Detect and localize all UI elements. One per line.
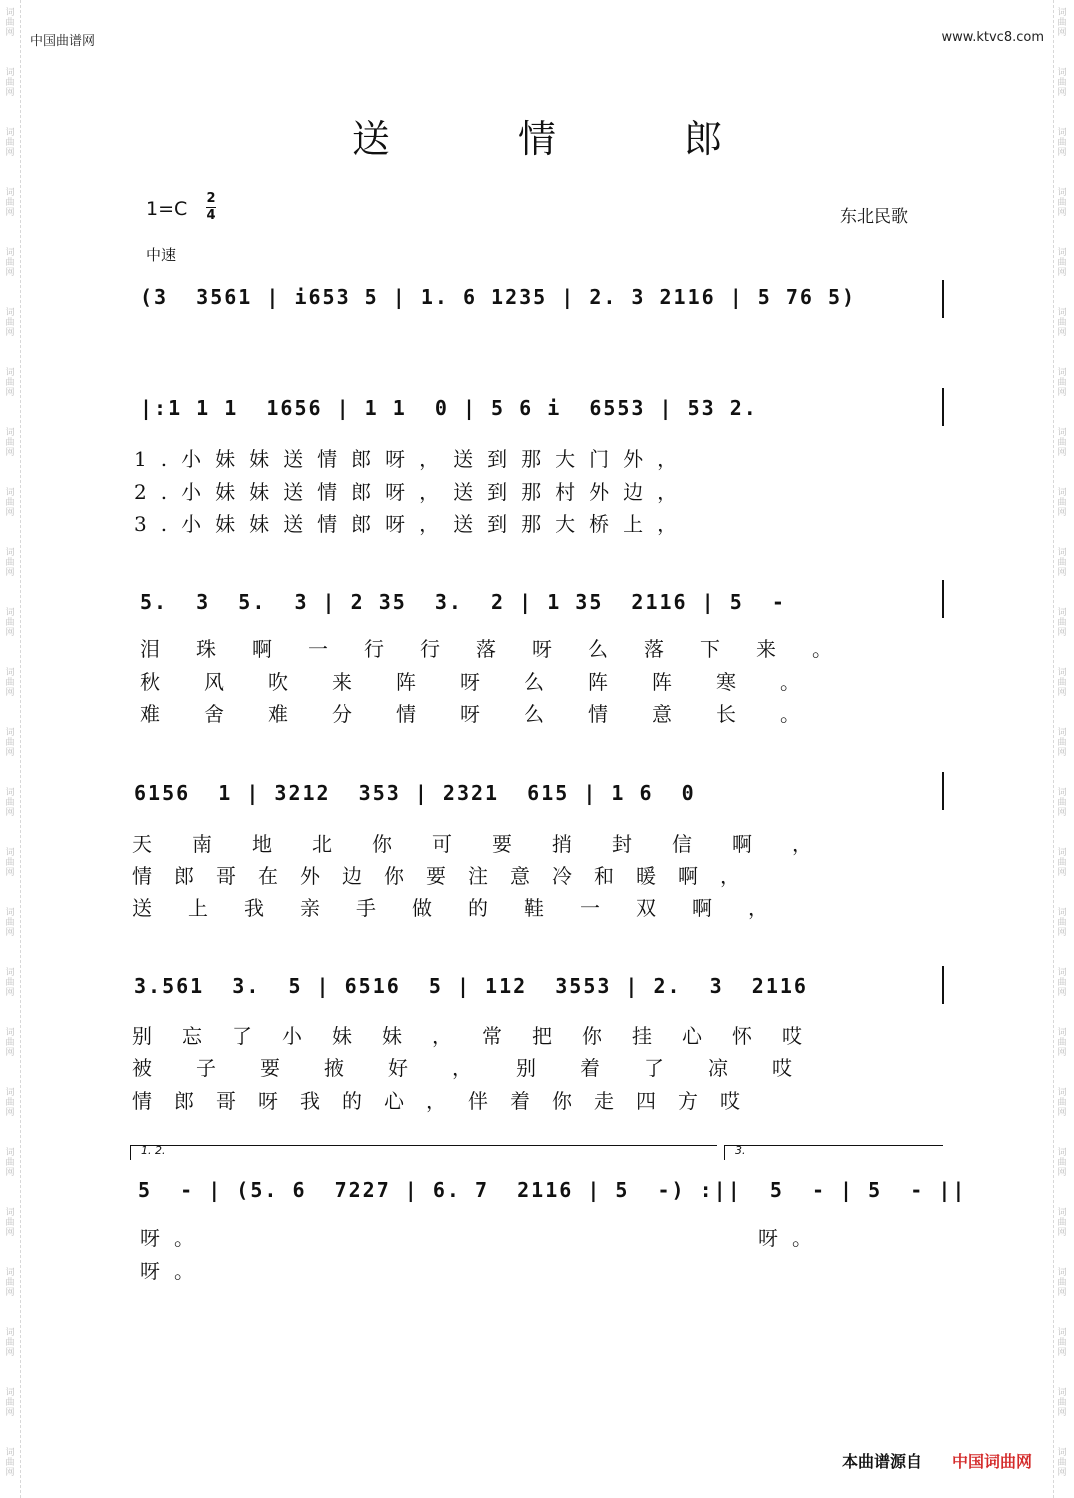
- watermark-text: 词 曲 网: [5, 848, 15, 878]
- watermark-text: 词 曲 网: [5, 1448, 15, 1478]
- lyric-v2-l2: 秋风吹来阵呀么阵阵寒。: [140, 670, 844, 694]
- time-signature-numerator: 2: [206, 191, 216, 206]
- watermark-text: 词 曲 网: [5, 1148, 15, 1178]
- watermark-text: 词 曲 网: [5, 128, 15, 158]
- score-line-5: 3.561 3. 5 | 6516 5 | 112 3553 | 2. 3 2116: [134, 974, 808, 998]
- watermark-text: 词 曲 网: [1057, 608, 1067, 638]
- watermark-text: 词 曲 网: [1057, 668, 1067, 698]
- watermark-text: 词 曲 网: [5, 308, 15, 338]
- score-line-4: 6156 1 | 3212 353 | 2321 615 | 1 6 0: [134, 781, 696, 805]
- watermark-text: 词 曲 网: [5, 728, 15, 758]
- barline: [942, 388, 944, 426]
- watermark-text: 词 曲 网: [1057, 728, 1067, 758]
- watermark-text: 词 曲 网: [5, 368, 15, 398]
- watermark-text: 词 曲 网: [5, 1328, 15, 1358]
- header-site-name: 中国曲谱网: [30, 34, 96, 49]
- key-signature: 1=C: [146, 198, 188, 220]
- watermark-text: 词 曲 网: [5, 1268, 15, 1298]
- lyric-v3-l1: 3.小妹妹送情郎呀，送到那大桥上，: [134, 512, 692, 536]
- lyric-v2-l4: 被子要掖好，别着了凉哎: [132, 1056, 836, 1080]
- watermark-text: 词 曲 网: [5, 1208, 15, 1238]
- watermark-text: 词 曲 网: [1057, 908, 1067, 938]
- watermark-text: 词 曲 网: [1057, 188, 1067, 218]
- watermark-text: 词 曲 网: [1057, 1088, 1067, 1118]
- score-line-6: 5 - | (5. 6 7227 | 6. 7 2116 | 5 -) :|| 5 - | 5 - ||: [138, 1178, 967, 1202]
- tempo-marking: 中速: [146, 246, 177, 264]
- watermark-text: 词 曲 网: [1057, 1448, 1067, 1478]
- header-site-url: www.ktvc8.com: [941, 30, 1044, 45]
- score-line-2: |:1 1 1 1656 | 1 1 0 | 5 6 i 6553 | 53 2.: [140, 396, 758, 420]
- time-signature: [206, 192, 216, 223]
- watermark-text: 词 曲 网: [5, 1388, 15, 1418]
- watermark-text: 词 曲 网: [5, 188, 15, 218]
- lyric-v1-l4: 别忘了小妹妹，常把你挂心怀哎: [132, 1024, 832, 1048]
- lyric-v1-l3: 天南地北你可要捎封信啊，: [132, 832, 852, 856]
- footer-source-label: 本曲谱源自: [842, 1452, 923, 1471]
- watermark-text: 词 曲 网: [1057, 368, 1067, 398]
- watermark-text: 词 曲 网: [5, 248, 15, 278]
- right-margin-strip: [1053, 0, 1072, 1498]
- watermark-text: 词 曲 网: [5, 68, 15, 98]
- lyric-v3-l4: 情郎哥呀我的心，伴着你走四方哎: [132, 1089, 762, 1113]
- watermark-text: 词 曲 网: [1057, 8, 1067, 38]
- barline: [942, 280, 944, 318]
- watermark-text: 词 曲 网: [1057, 1388, 1067, 1418]
- barline: [942, 772, 944, 810]
- watermark-text: 词 曲 网: [5, 608, 15, 638]
- watermark-text: 词 曲 网: [5, 8, 15, 38]
- watermark-text: 词 曲 网: [1057, 488, 1067, 518]
- watermark-text: 词 曲 网: [5, 968, 15, 998]
- watermark-text: 词 曲 网: [1057, 428, 1067, 458]
- left-margin-strip: [2, 0, 21, 1498]
- watermark-text: 词 曲 网: [1057, 128, 1067, 158]
- volta-bracket-2: [724, 1145, 943, 1160]
- lyric-v3-l3: 送上我亲手做的鞋一双啊，: [132, 896, 804, 920]
- score-line-1: (3 3561 | i653 5 | 1. 6 1235 | 2. 3 2116 | 5 76 5): [140, 285, 857, 309]
- watermark-text: 词 曲 网: [5, 548, 15, 578]
- footer-source-site[interactable]: 中国词曲网: [952, 1452, 1033, 1471]
- watermark-text: 词 曲 网: [5, 1028, 15, 1058]
- watermark-text: 词 曲 网: [1057, 1268, 1067, 1298]
- watermark-text: 词 曲 网: [1057, 548, 1067, 578]
- song-title: 送 情 郎: [351, 117, 781, 161]
- barline: [942, 966, 944, 1004]
- watermark-text: 词 曲 网: [1057, 248, 1067, 278]
- watermark-text: 词 曲 网: [1057, 968, 1067, 998]
- lyric-ending-a1: 呀。: [140, 1226, 208, 1250]
- lyric-v2-l1: 2.小妹妹送情郎呀，送到那村外边，: [134, 480, 692, 504]
- score-line-3: 5. 3 5. 3 | 2 35 3. 2 | 1 35 2116 | 5 -: [140, 590, 786, 614]
- watermark-text: 词 曲 网: [5, 428, 15, 458]
- barline: [942, 580, 944, 618]
- watermark-text: 词 曲 网: [1057, 848, 1067, 878]
- watermark-text: 词 曲 网: [1057, 1208, 1067, 1238]
- lyric-v2-l3: 情郎哥在外边你要注意冷和暖啊，: [132, 864, 762, 888]
- watermark-text: 词 曲 网: [1057, 1148, 1067, 1178]
- watermark-text: 词 曲 网: [5, 788, 15, 818]
- watermark-text: 词 曲 网: [1057, 308, 1067, 338]
- lyric-v1-l2: 泪珠啊一行行落呀么落下来。: [140, 637, 868, 661]
- watermark-text: 词 曲 网: [5, 668, 15, 698]
- watermark-text: 词 曲 网: [1057, 788, 1067, 818]
- watermark-text: 词 曲 网: [5, 488, 15, 518]
- lyric-ending-b: 呀。: [758, 1226, 826, 1250]
- volta-label-1: 1. 2.: [141, 1144, 166, 1157]
- watermark-text: 词 曲 网: [5, 1088, 15, 1118]
- watermark-text: 词 曲 网: [1057, 68, 1067, 98]
- volta-label-2: 3.: [735, 1144, 746, 1157]
- composer: 东北民歌: [840, 207, 908, 227]
- watermark-text: 词 曲 网: [1057, 1028, 1067, 1058]
- watermark-text: 词 曲 网: [5, 908, 15, 938]
- lyric-v1-l1: 1.小妹妹送情郎呀，送到那大门外，: [134, 447, 692, 471]
- time-signature-denominator: 4: [206, 208, 216, 223]
- volta-bracket-1: [130, 1145, 717, 1160]
- watermark-text: 词 曲 网: [1057, 1328, 1067, 1358]
- lyric-v3-l2: 难舍难分情呀么情意长。: [140, 702, 844, 726]
- lyric-ending-a2: 呀。: [140, 1259, 208, 1283]
